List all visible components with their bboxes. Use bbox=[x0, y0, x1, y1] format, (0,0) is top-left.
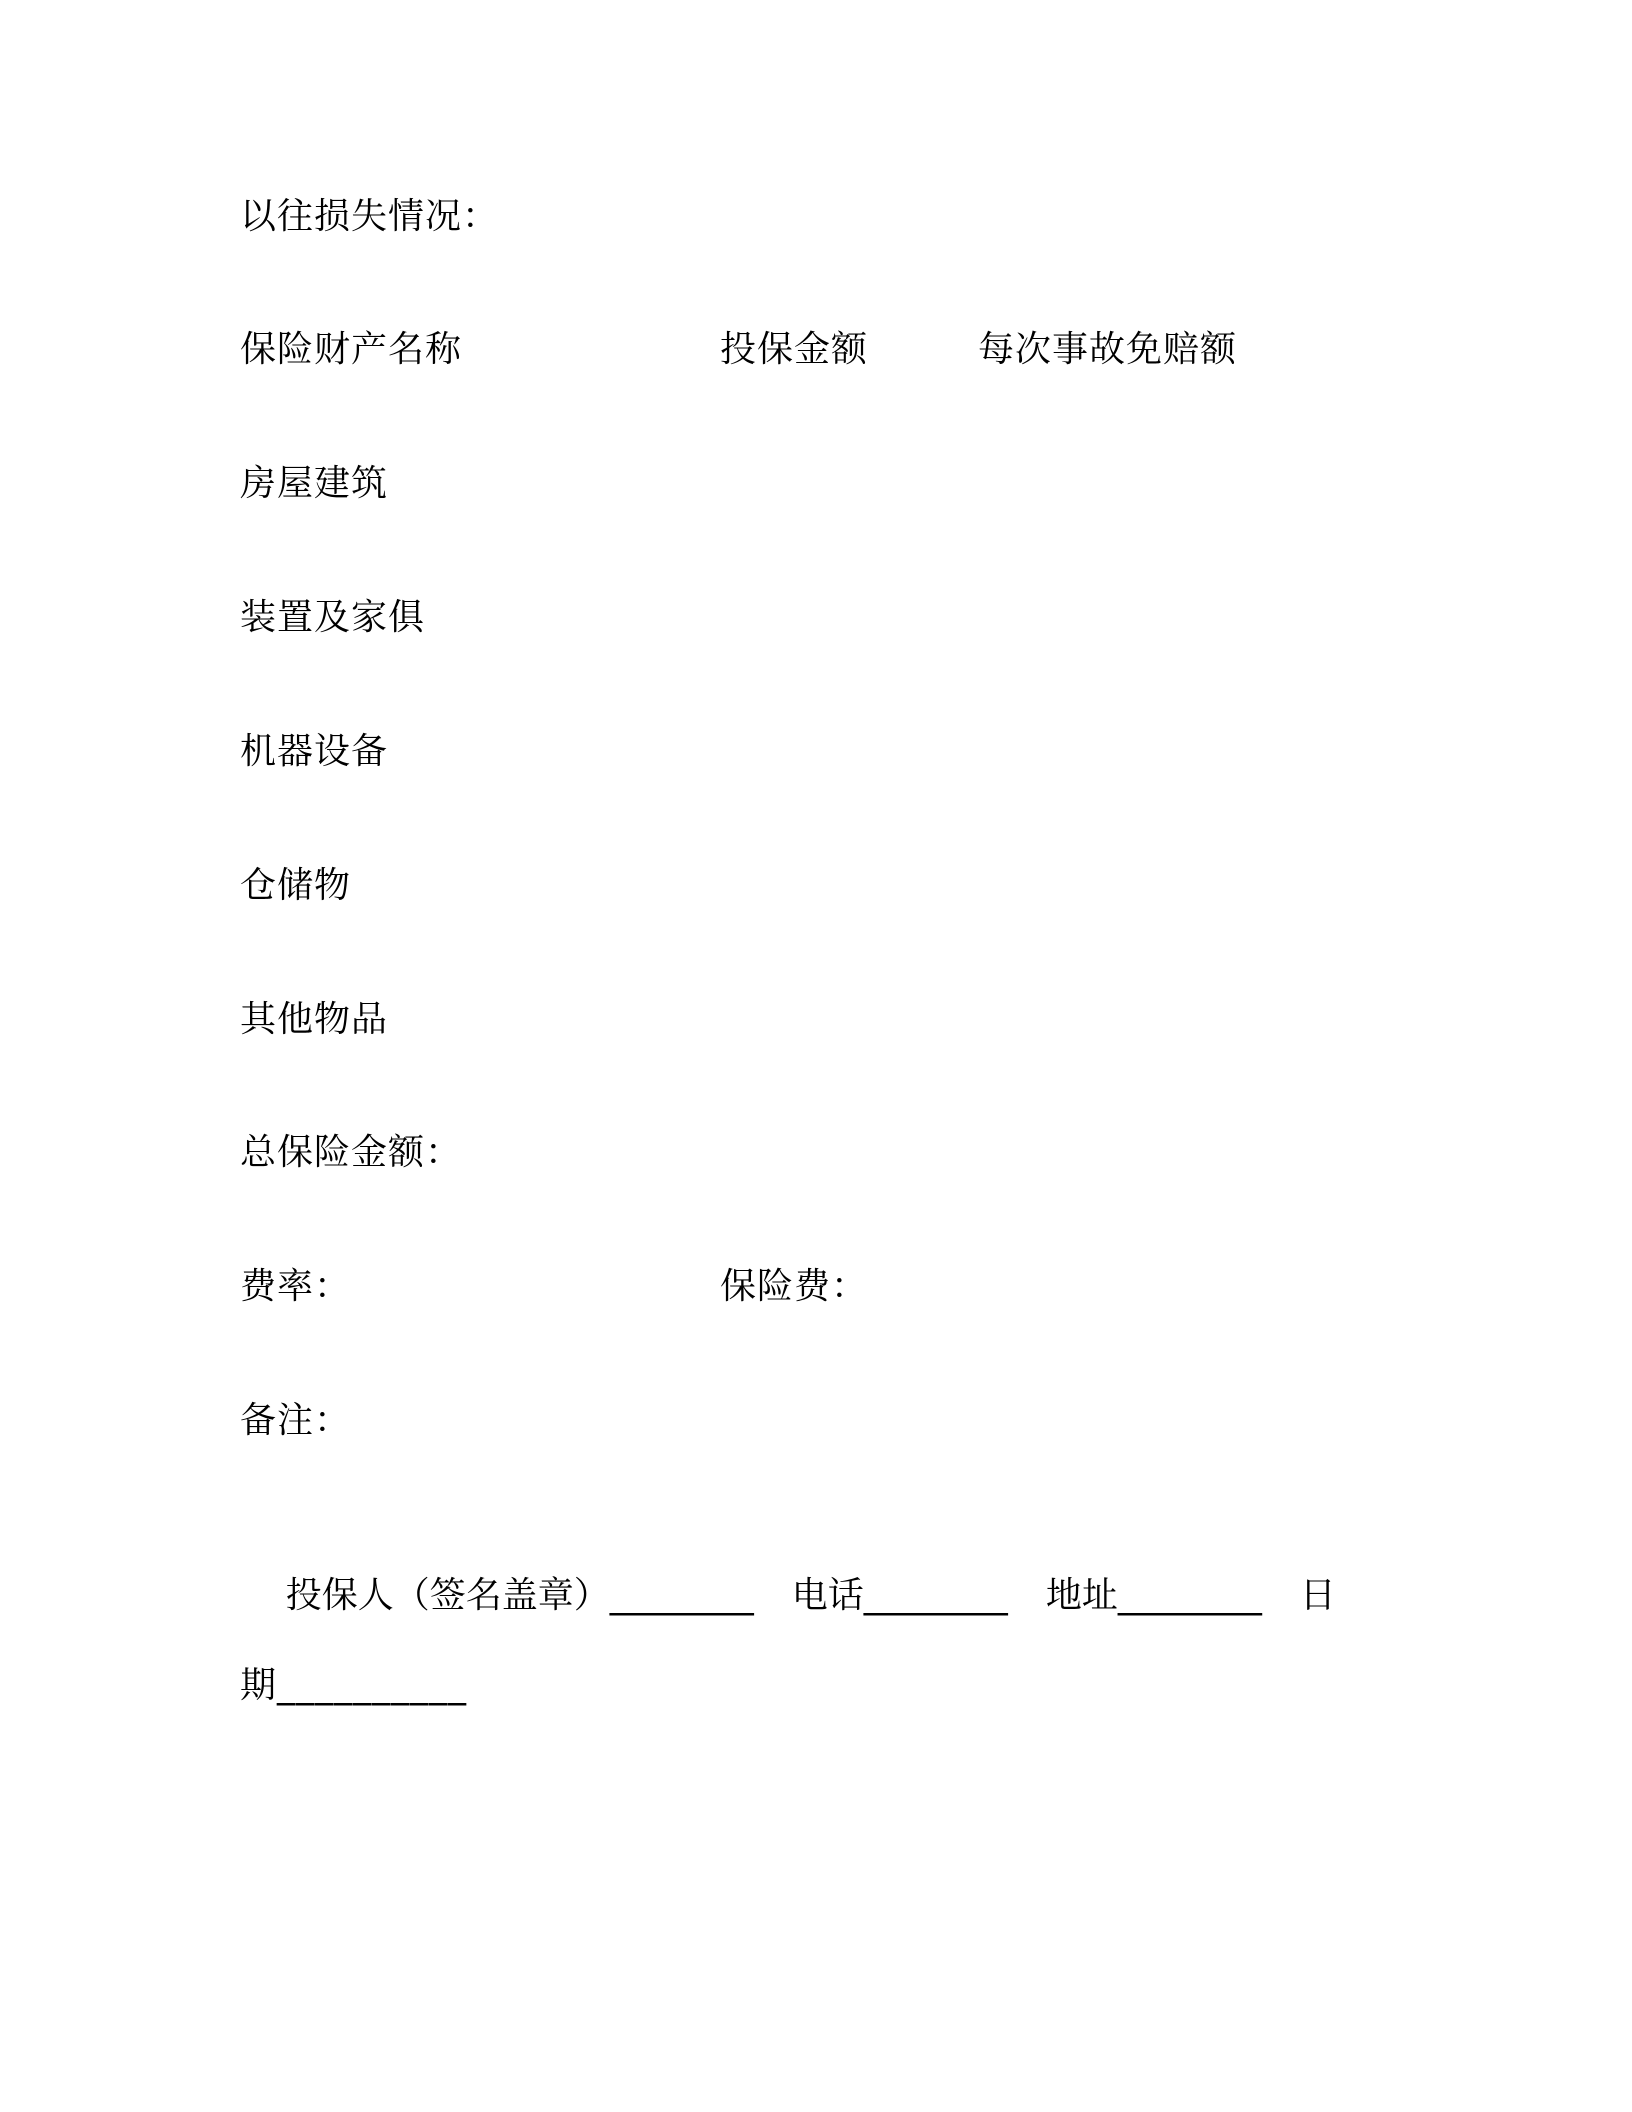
phone-field[interactable]: 电话________ bbox=[791, 1575, 1008, 1616]
address-field[interactable]: 地址________ bbox=[1045, 1575, 1262, 1616]
premium-label: 保险费： bbox=[720, 1266, 869, 1307]
header-property-name: 保险财产名称 bbox=[240, 329, 463, 370]
property-item-buildings: 房屋建筑 bbox=[240, 463, 389, 504]
header-insured-amount: 投保金额 bbox=[720, 329, 869, 370]
property-item-other: 其他物品 bbox=[240, 999, 389, 1040]
date-field[interactable]: 期__________ bbox=[240, 1665, 468, 1706]
property-item-machinery: 机器设备 bbox=[240, 731, 389, 772]
date-label-start: 日 bbox=[1299, 1575, 1336, 1616]
property-item-fixtures-furniture: 装置及家俱 bbox=[240, 597, 426, 638]
property-item-stock: 仓储物 bbox=[240, 865, 352, 906]
remarks-label: 备注： bbox=[240, 1400, 352, 1441]
rate-label: 费率： bbox=[240, 1266, 352, 1307]
header-deductible: 每次事故免赔额 bbox=[978, 329, 1238, 370]
signature-row bbox=[240, 1530, 1336, 1662]
applicant-signature-field[interactable]: 投保人（签名盖章）________ bbox=[285, 1575, 754, 1616]
total-insured-label: 总保险金额： bbox=[240, 1132, 463, 1173]
past-losses-label: 以往损失情况： bbox=[240, 196, 500, 237]
